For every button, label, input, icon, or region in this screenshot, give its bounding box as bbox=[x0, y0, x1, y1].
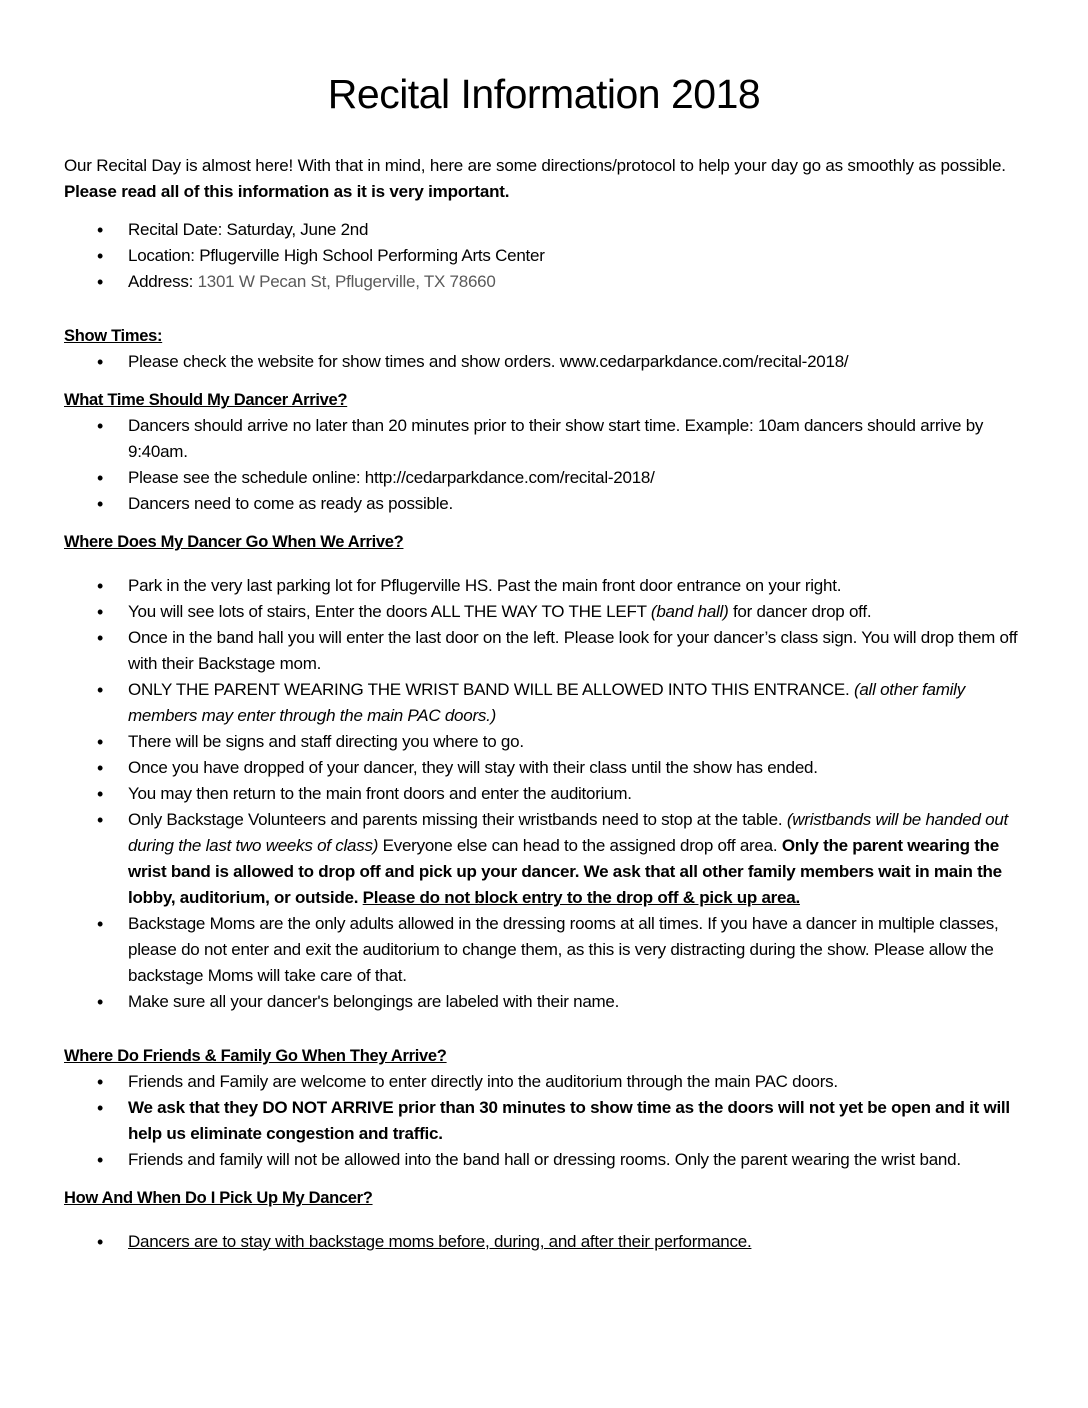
list-item bbox=[64, 911, 1024, 989]
list-item-text: You will see lots of stairs, Enter the doors ALL THE WAY TO THE LEFT bbox=[128, 602, 651, 622]
list-item-text: You may then return to the main front doors and enter the auditorium. bbox=[128, 784, 632, 804]
list-item bbox=[64, 413, 1024, 465]
list-item-text: Please see the schedule online: http://cedarparkdance.com/recital-2018/ bbox=[128, 468, 655, 488]
arrival-time-list bbox=[64, 413, 1024, 517]
recital-date: Recital Date: Saturday, June 2nd bbox=[128, 220, 369, 240]
list-item bbox=[64, 491, 1024, 517]
list-item-underline: Dancers are to stay with backstage moms before, during, and after their performance. bbox=[128, 1232, 752, 1252]
list-item-text: Once you have dropped of your dancer, they will stay with their class until the show has ended. bbox=[128, 758, 818, 778]
document-page bbox=[64, 70, 1024, 1255]
list-item-text: ONLY THE PARENT WEARING THE WRIST BAND WILL BE ALLOWED INTO THIS ENTRANCE. bbox=[128, 680, 854, 700]
list-item bbox=[64, 1229, 1024, 1255]
list-item bbox=[64, 729, 1024, 755]
friends-family-list bbox=[64, 1069, 1024, 1173]
list-item bbox=[64, 755, 1024, 781]
intro-bold-text: Please read all of this information as it is very important. bbox=[64, 182, 510, 202]
recital-details-list bbox=[64, 217, 1024, 295]
list-item bbox=[64, 465, 1024, 491]
list-item bbox=[64, 217, 1024, 243]
list-item-italic: (all other family members may enter through the main PAC doors.) bbox=[128, 680, 965, 726]
list-item bbox=[64, 269, 1024, 295]
list-item-text: Once in the band hall you will enter the last door on the left. Please look for your dancer’s class sign. You will drop them off with their Backstage mom. bbox=[128, 628, 1018, 674]
list-item bbox=[64, 1069, 1024, 1095]
list-item-text: Everyone else can head to the assigned drop off area. bbox=[378, 836, 782, 856]
address-value: 1301 W Pecan St, Pflugerville, TX 78660 bbox=[197, 272, 496, 292]
section-heading-show-times: Show Times: bbox=[64, 327, 163, 346]
list-item-bold: Only the parent wearing the wrist band is allowed to drop off and pick up your dancer. We ask that all other family members wait in main the lobby, auditorium, or outside. bbox=[128, 836, 1002, 908]
list-item-bold: We ask that they DO NOT ARRIVE prior than 30 minutes to show time as the doors will not yet be open and it will help us eliminate congestion and traffic. bbox=[128, 1098, 1010, 1144]
list-item-text: Dancers should arrive no later than 20 minutes prior to their show start time. Example: 10am dancers should arrive by 9:40am. bbox=[128, 416, 984, 462]
list-item-text: Make sure all your dancer's belongings are labeled with their name. bbox=[128, 992, 620, 1012]
list-item-text: There will be signs and staff directing you where to go. bbox=[128, 732, 524, 752]
list-item bbox=[64, 243, 1024, 269]
list-item-italic: (wristbands will be handed out during the last two weeks of class) bbox=[128, 810, 1009, 856]
section-heading-friends-family: Where Do Friends & Family Go When They Arrive? bbox=[64, 1047, 447, 1066]
list-item-text: Friends and family will not be allowed into the band hall or dressing rooms. Only the parent wearing the wrist band. bbox=[128, 1150, 961, 1170]
recital-location: Location: Pflugerville High School Performing Arts Center bbox=[128, 246, 545, 266]
list-item bbox=[64, 677, 1024, 729]
list-item-text: Backstage Moms are the only adults allowed in the dressing rooms at all times. If you have a dancer in multiple classes, please do not enter and exit the auditorium to change them, as this is very distracting during the show. Please allow the backstage Moms will take care of that. bbox=[128, 914, 999, 986]
list-item bbox=[64, 599, 1024, 625]
list-item-text: Friends and Family are welcome to enter directly into the auditorium through the main PAC doors. bbox=[128, 1072, 838, 1092]
pickup-list bbox=[64, 1229, 1024, 1255]
list-item bbox=[64, 807, 1024, 911]
show-times-list bbox=[64, 349, 1024, 375]
section-heading-arrival-time: What Time Should My Dancer Arrive? bbox=[64, 391, 348, 410]
intro-paragraph bbox=[64, 153, 1024, 205]
list-item-text: Park in the very last parking lot for Pflugerville HS. Past the main front door entrance on your right. bbox=[128, 576, 842, 596]
where-dancer-list bbox=[64, 573, 1024, 1015]
list-item-bold-underline: Please do not block entry to the drop off & pick up area. bbox=[362, 888, 800, 908]
list-item bbox=[64, 1147, 1024, 1173]
list-item-text: Dancers need to come as ready as possible. bbox=[128, 494, 453, 514]
address-label: Address: bbox=[128, 272, 198, 292]
list-item bbox=[64, 349, 1024, 375]
intro-text: Our Recital Day is almost here! With that in mind, here are some directions/protocol to help your day go as smoothly as possible. bbox=[64, 156, 1006, 176]
page-title: Recital Information 2018 bbox=[327, 71, 761, 117]
list-item bbox=[64, 573, 1024, 599]
section-heading-where-dancer-goes: Where Does My Dancer Go When We Arrive? bbox=[64, 533, 404, 552]
section-heading-pickup: How And When Do I Pick Up My Dancer? bbox=[64, 1189, 373, 1208]
list-item bbox=[64, 625, 1024, 677]
list-item-text: Only Backstage Volunteers and parents missing their wristbands need to stop at the table. bbox=[128, 810, 787, 830]
list-item-text: for dancer drop off. bbox=[728, 602, 872, 622]
list-item-text: Please check the website for show times and show orders. www.cedarparkdance.com/recital-2018/ bbox=[128, 352, 849, 372]
list-item bbox=[64, 989, 1024, 1015]
list-item-italic: (band hall) bbox=[650, 602, 729, 622]
list-item bbox=[64, 781, 1024, 807]
list-item bbox=[64, 1095, 1024, 1147]
